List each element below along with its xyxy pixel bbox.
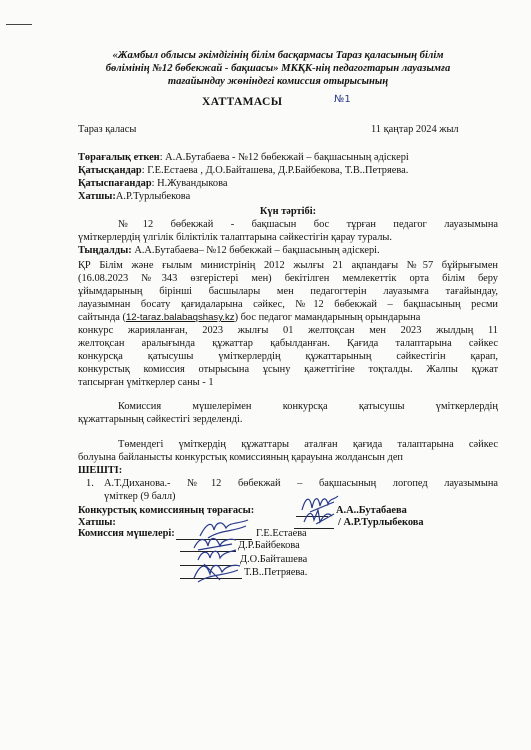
decision-item-line: А.Т.Диханова.- №12 бөбекжай – бақшасының логопед лауазымына	[104, 478, 498, 489]
secretary-line	[78, 191, 498, 203]
chair-signature-label: Конкурстық комиссияның төрағасы:	[78, 505, 255, 516]
decision-number: 1.	[86, 478, 94, 489]
absent-label: Қатыспағандар	[78, 178, 152, 189]
paragraph-line: Комиссия мүшелерімен конкурсқа қатысушы үміткерлердің	[118, 401, 498, 412]
heard-line	[78, 245, 498, 257]
chair-label: Төрағалық еткен	[78, 152, 160, 163]
absent-value: : Н.Жувандыкова	[151, 178, 228, 189]
paragraph-line: құжаттарының сәйкестігі зерделенді.	[78, 414, 243, 425]
members-value: : Г.Е.Естаева , Д.О.Байташева, Д.Р.Байбекова, Т.В..Петряева.	[141, 165, 409, 176]
members-signature-label: Комиссия мүшелері:	[78, 528, 175, 539]
site-line-after: ) бос педагог мамандарының орындарына	[234, 312, 421, 323]
secretary-name: / А.Р.Турлыбекова	[338, 517, 424, 528]
member-signature	[190, 558, 242, 584]
protocol-heading: ХАТТАМАСЫ	[202, 96, 283, 108]
decision-item-line: үміткер (9 балл)	[104, 491, 176, 502]
chair-value: : А.А.Бутабаева - №12 бөбекжай – бақшасының әдіскері	[159, 152, 409, 163]
protocol-number-handwritten: №1	[334, 94, 351, 105]
site-line	[78, 312, 498, 324]
body-line: конкурсқа қатысушы үміткерлердің құжаттарының сәйкестігін қарап,	[78, 351, 498, 362]
body-line: тапсырған үміткерлер саны - 1	[78, 377, 214, 388]
body-line: (16.08.2023 №343 өзгерістері мен) бекітілген мемлекеттік орта білім беру	[78, 273, 498, 284]
heard-value: А.А.Бутабаева– №12 бөбекжай – бақшасының әдіскері.	[131, 245, 380, 256]
members-label: Қатысқандар	[78, 165, 142, 176]
body-line: конкурс жарияланған, 2023 жылғы 01 желтоқсан мен 2023 жылдың 11	[78, 325, 498, 336]
member-name: Г.Е.Естаева	[256, 528, 307, 539]
body-line: конкурстық комиссия отырысына ұсыну қажеттігіне тоқталды. Жалпы құжат	[78, 364, 498, 375]
heard-label: Тыңдалды:	[78, 245, 132, 256]
member-name: Т.В..Петряева.	[244, 567, 308, 578]
title-line: «Жамбыл облысы әкімдігінің білім басқармасы Тараз қаласының білім	[112, 50, 444, 61]
document-title	[58, 49, 498, 88]
title-line: тағайындау жөніндегі комиссия отырысының	[167, 76, 389, 87]
paragraph-line: болуына байланысты конкурстық комиссияның қарауына жолдансын деп	[78, 452, 403, 463]
secretary-value: А.Р.Турлыбекова	[115, 191, 191, 202]
decision-label: ШЕШТІ:	[78, 465, 123, 476]
body-line: желтоқсан аралығында құжаттар қабылданған. Қағида талаптарына сәйкес	[78, 338, 498, 349]
agenda-text: үміткерлердің үлгілік біліктілік талаптарына сәйкестігін қарау туралы.	[78, 232, 392, 243]
body-line: ҚР Білім және ғылым министрінің 2012 жылғы 21 ақпандағы №57 бұйрығымен	[78, 260, 498, 271]
chair-name: А.А..Бутабаева	[336, 505, 407, 516]
body-line: ұйымдарының бірінші басшылары мен педагогтерін лауазымға тағайындау,	[78, 286, 498, 297]
title-line: бөлімінің №12 бөбекжай - бақшасы» МКҚК-нің педагогтарын лауазымға	[105, 63, 451, 74]
member-name: Д.О.Байташева	[240, 554, 308, 565]
secretary-signature-label: Хатшы:	[78, 517, 116, 528]
members-line	[78, 165, 498, 177]
city: Тараз қаласы	[78, 124, 137, 135]
secretary-signature	[302, 506, 338, 528]
member-name: Д.Р.Байбекова	[238, 540, 300, 551]
date: 11 қаңтар 2024 жыл	[371, 124, 459, 135]
site-line-before: сайтында (	[78, 312, 126, 323]
body-line: лауазымнан босату қағидаларына сәйкес, №12 бөбекжай – бақшасының ресми	[78, 299, 498, 310]
absent-line	[78, 178, 498, 190]
agenda-text: №12 бөбекжай - бақшасын бос тұрған педагог лауазымына	[118, 219, 498, 230]
secretary-label: Хатшы:	[78, 191, 116, 202]
chair-line	[78, 152, 498, 164]
agenda-heading: Күн тәртібі:	[259, 206, 317, 217]
site-link[interactable]: 12-taraz.balabaqshasy.kz	[125, 312, 235, 323]
paragraph-line: Төмендегі үміткердің құжаттары аталған қағида талаптарына сәйкес	[118, 439, 498, 450]
corner-mark	[6, 24, 32, 25]
